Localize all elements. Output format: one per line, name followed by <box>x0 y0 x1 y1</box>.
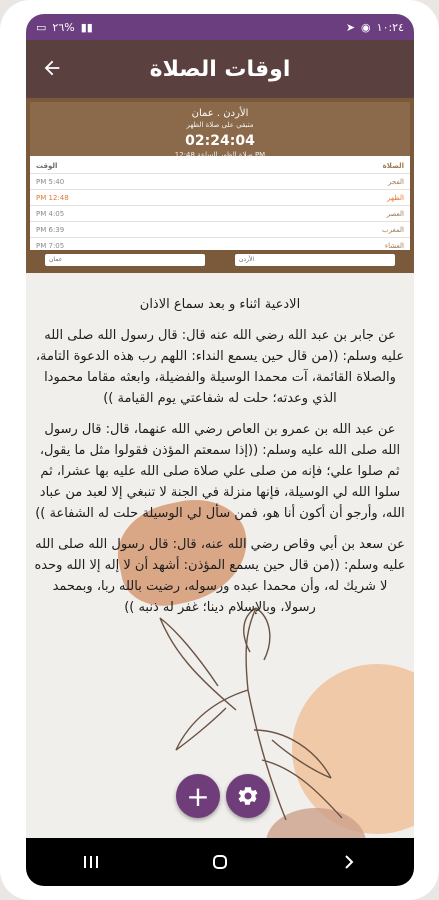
chevron-right-icon <box>340 853 358 871</box>
screen <box>26 14 414 886</box>
table-row <box>30 206 410 222</box>
battery-icon: ▭ <box>36 20 47 34</box>
prayer-times-widget <box>26 98 414 273</box>
countdown-subtitle: متبقي على صلاة الظهر <box>186 121 254 129</box>
time: ١٠:٢٤ <box>376 20 404 34</box>
row-prayer: المغرب <box>382 225 404 234</box>
row-time: PM 6:39 <box>36 225 65 234</box>
content-area <box>26 98 414 838</box>
page-title: اوقات الصلاة <box>149 56 291 82</box>
add-button[interactable] <box>176 774 220 818</box>
table-row <box>30 222 410 238</box>
widget-card <box>30 102 410 269</box>
dua-paragraph: عن جابر بن عبد الله رضي الله عنه قال: قال رسول الله صلى الله عليه وسلم: ((من قال حين يسمع النداء: اللهم رب هذه الدعوة التامة، والصلاة القائمة، آت محمدا الوسيلة والفضيلة، وابعثه مقاما محمودا الذي وعدته؛ حلت له شفاعتي يوم القيامة )) <box>35 328 405 406</box>
next-prayer-line: صلاة الظهر الساعة 12:48 PM <box>174 151 266 159</box>
city-label: الأردن . عمان <box>191 108 249 119</box>
table-row <box>30 174 410 190</box>
system-nav-bar <box>26 838 414 886</box>
status-bar <box>26 14 414 40</box>
home-icon <box>211 853 229 871</box>
row-prayer: الفجر <box>388 177 404 186</box>
dua-paragraph: عن سعد بن أبي وقاص رضي الله عنه، قال: قال رسول الله صلى الله عليه وسلم: ((من قال حين يسمع المؤذن: أشهد أن لا إله إلا الله وحده لا شريك له، وأن محمدا عبده ورسوله، رضيت بالله ربا، وبمحمد رسولا، وبالإسلام دينا؛ غفر له ذنبه )) <box>34 537 406 615</box>
settings-button[interactable] <box>226 774 270 818</box>
widget-footer <box>30 250 410 269</box>
header-prayer: الصلاة <box>382 161 404 170</box>
country-select[interactable]: الأردن <box>235 254 395 266</box>
city-select[interactable]: عمان <box>45 254 205 266</box>
countdown: 02:24:04 <box>185 133 255 149</box>
row-prayer: الظهر <box>387 193 404 202</box>
row-time: PM 7:05 <box>36 241 65 250</box>
recent-apps-button[interactable] <box>66 838 116 886</box>
plus-icon: + <box>186 779 210 813</box>
row-time: PM 12:48 <box>36 193 69 202</box>
back-nav-button[interactable] <box>324 838 374 886</box>
row-prayer: العشاء <box>384 241 404 250</box>
table-row <box>30 190 410 206</box>
back-button[interactable] <box>40 56 64 80</box>
status-right <box>346 21 404 34</box>
header-time: الوقت <box>36 161 58 170</box>
home-button[interactable] <box>195 838 245 886</box>
recents-icon <box>82 853 100 871</box>
row-time: PM 5:40 <box>36 177 65 186</box>
dua-text <box>34 294 406 618</box>
notification-icon: ◉ <box>361 20 371 34</box>
telegram-icon: ➤ <box>345 20 356 34</box>
row-time: PM 4:05 <box>36 209 65 218</box>
signal-icon: ▮▮ <box>80 20 93 34</box>
arrow-back-icon <box>41 57 63 79</box>
dua-paragraph: عن عبد الله بن عمرو بن العاص رضي الله عنهما، قال: قال رسول الله صلى الله عليه وسلم: ((إذا سمعتم المؤذن فقولوا مثل ما يقول، ثم صلوا علي؛ فإنه من صلى علي صلاة صلى الله عليه بها عشرا، ثم سلوا الله لي الوسيلة، فإنها منزلة في الجنة لا تنبغي إلا لعبد من عباد الله، وأرجو أن أكون أنا هو، فمن سأل لي الوسيلة حلت له الشفاعة )) <box>35 422 405 521</box>
app-bar <box>26 40 414 98</box>
gear-icon <box>236 784 260 808</box>
row-prayer: العصر <box>386 209 404 218</box>
dua-heading: الادعية اثناء و بعد سماع الاذان <box>139 297 301 312</box>
status-left <box>36 21 93 34</box>
widget-header <box>30 102 410 159</box>
prayer-table <box>30 158 410 254</box>
table-header <box>30 158 410 174</box>
battery-percent: ٢٦% <box>52 20 75 34</box>
